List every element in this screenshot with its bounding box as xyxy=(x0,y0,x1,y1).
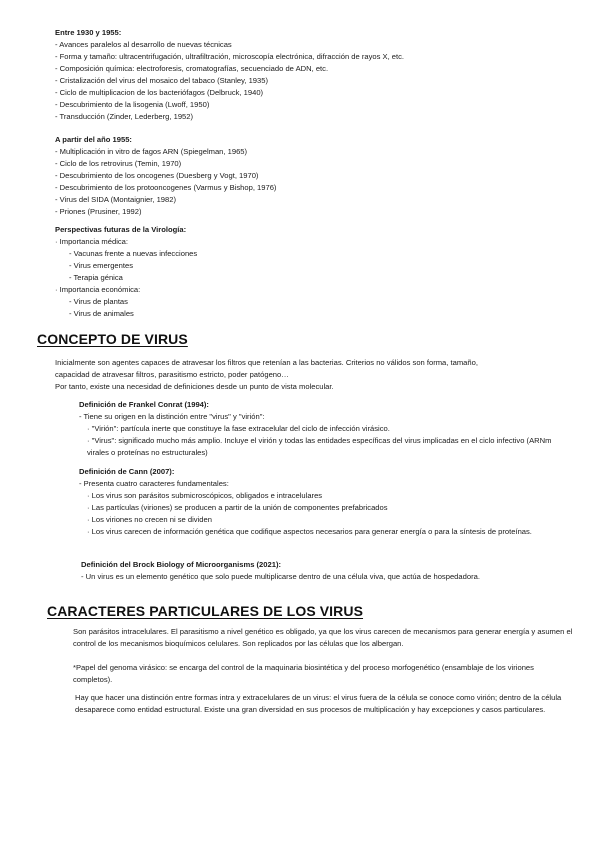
particular-para1 xyxy=(73,626,573,650)
def2-lead: - Presenta cuatro caracteres fundamentales: xyxy=(79,479,229,488)
def2-heading: Definición de Cann (2007): xyxy=(79,467,175,476)
list-item: - Cristalización del virus del mosaico del tabaco (Stanley, 1935) xyxy=(55,76,269,85)
list-item: - Priones (Prusiner, 1992) xyxy=(55,207,142,216)
intro-line: capacidad de atravesar filtros, parasitismo estricto, poder patógeno… xyxy=(55,370,289,379)
list-item: - Descubrimiento de la lisogenia (Lwoff, 1950) xyxy=(55,100,210,109)
list-item: - Virus emergentes xyxy=(69,261,134,270)
list-item: - Descubrimiento de los protooncogenes (Varmus y Bishop, 1976) xyxy=(55,183,277,192)
list-item: - Terapia génica xyxy=(69,273,123,282)
medical-label: · Importancia médica: xyxy=(55,237,129,246)
list-item: - Virus del SIDA (Montaignier, 1982) xyxy=(55,195,176,204)
list-item: - Ciclo de los retrovirus (Temin, 1970) xyxy=(55,159,182,168)
list-item: · Los virus son parásitos submicroscópicos, obligados e intracelulares xyxy=(87,491,323,500)
def3-text: - Un virus es un elemento genético que solo puede multiplicarse dentro de una célula viva, que actúa de hospedadora. xyxy=(81,572,480,581)
history-period1 xyxy=(55,27,575,123)
paragraph: Hay que hacer una distinción entre formas intra y extracelulares de un virus: el virus fuera de la célula se conoce como virión; dentro de la célula desaparece como entidad estructural. Existe una gran diversidad en sus procesos de multiplicación y hay excepciones y casos particulares. xyxy=(75,693,562,714)
period2-heading: A partir del año 1955: xyxy=(55,135,132,144)
section-title-concepto: CONCEPTO DE VIRUS xyxy=(37,331,188,347)
def1-virus: · "Virus": significado mucho más amplio. Incluye el virión y todas las entidades específicas del virus implicadas en el ciclo infectivo (ARNm virales o proteínas no estructurales) xyxy=(87,436,552,457)
def1-virion: · "Virión": partícula inerte que constituye la fase extracelular del ciclo de infección virásico. xyxy=(87,424,390,433)
list-item: - Multiplicación in vitro de fagos ARN (Spiegelman, 1965) xyxy=(55,147,248,156)
economic-label: · Importancia económica: xyxy=(55,285,141,294)
list-item: - Ciclo de multiplicacion de los bacteriófagos (Delbruck, 1940) xyxy=(55,88,264,97)
list-item: - Transducción (Zinder, Lederberg, 1952) xyxy=(55,112,194,121)
list-item: · Los viriones no crecen ni se dividen xyxy=(87,515,212,524)
list-item: - Virus de plantas xyxy=(69,297,128,306)
list-item: - Vacunas frente a nuevas infecciones xyxy=(69,249,198,258)
paragraph: *Papel del genoma virásico: se encarga del control de la maquinaria biosintética y del proceso morfogenético (ensamblaje de los viriones completos). xyxy=(73,663,534,684)
list-item: - Descubrimiento de los oncogenes (Duesberg y Vogt, 1970) xyxy=(55,171,259,180)
intro-line: Por tanto, existe una necesidad de definiciones desde un punto de vista molecular. xyxy=(55,382,334,391)
def1-lead: - Tiene su origen en la distinción entre "virus" y "virión": xyxy=(79,412,265,421)
list-item: - Avances paralelos al desarrollo de nuevas técnicas xyxy=(55,40,232,49)
history-future xyxy=(55,224,575,320)
list-item: · Los virus carecen de información genética que codifique aspectos necesarios para generar energía o para la síntesis de proteínas. xyxy=(87,527,532,536)
def3-heading: Definición del Brock Biology of Microorganisms (2021): xyxy=(81,560,282,569)
period1-heading: Entre 1930 y 1955: xyxy=(55,28,122,37)
particular-para2 xyxy=(73,662,573,686)
list-item: - Virus de animales xyxy=(69,309,134,318)
paragraph: Son parásitos intracelulares. El parasitismo a nivel genético es obligado, ya que los virus carecen de mecanismos para generar energía y asumen el control de los mecanismos bioquímicos celulares. Son replicados por las células que los albergan. xyxy=(73,627,573,648)
list-item: - Composición química: electroforesis, cromatografías, secuenciado de ADN, etc. xyxy=(55,64,329,73)
definition-cann xyxy=(79,466,575,538)
section-title-caracteres: CARACTERES PARTICULARES DE LOS VIRUS xyxy=(47,603,364,619)
intro-line: Inicialmente son agentes capaces de atravesar los filtros que retenían a las bacterias. Criterios no válidos son forma, tamaño, xyxy=(55,358,478,367)
def1-heading: Definición de Frankel Conrat (1994): xyxy=(79,400,209,409)
concept-intro xyxy=(55,357,575,393)
definition-brock xyxy=(81,559,575,583)
list-item: · Las partículas (viriones) se producen a partir de la unión de componentes prefabricados xyxy=(87,503,388,512)
definition-frankel xyxy=(79,399,575,459)
list-item: - Forma y tamaño: ultracentrifugación, ultrafiltración, microscopía electrónica, difracción de rayos X, etc. xyxy=(55,52,405,61)
future-heading: Perspectivas futuras de la Virología: xyxy=(55,225,187,234)
particular-para3 xyxy=(75,692,573,716)
history-period2 xyxy=(55,134,575,218)
